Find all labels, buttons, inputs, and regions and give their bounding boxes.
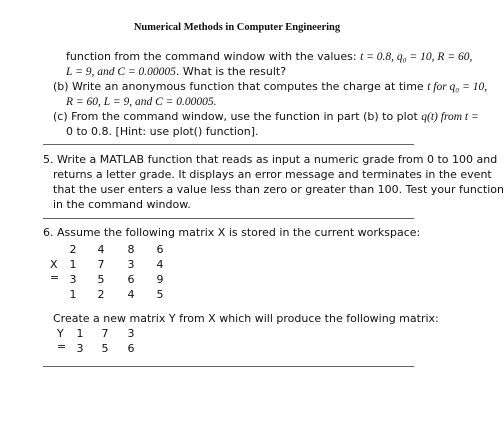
q4-part-b-values: t for q₀ = 10, (427, 81, 488, 93)
matrix-cell: 4 (127, 288, 135, 301)
q4-line-2 (66, 65, 286, 79)
matrix-cell: 4 (156, 258, 164, 271)
matrix-cell: 9 (156, 273, 164, 286)
q4-part-b-line-2-values: R = 60, L = 9, and C = 0.00005. (66, 96, 217, 108)
matrix-y-label: Y = (57, 327, 67, 353)
matrix-x-label: X = (50, 258, 60, 284)
matrix-cell: 3 (127, 327, 135, 340)
matrix-cell: 2 (69, 243, 77, 256)
q4-line-1-text: function from the command window with the values: (66, 50, 361, 63)
matrix-row (0, 288, 200, 302)
q5-line-2: returns a letter grade. It displays an error message and terminates in the event (53, 168, 492, 181)
matrix-cell: 5 (97, 273, 105, 286)
q4-line-2-values: L = 9, and C = 0.00005 (66, 66, 176, 78)
q4-part-b-line-1 (53, 80, 487, 94)
q6-intro: 6. Assume the following matrix X is stored in the current workspace: (43, 226, 421, 239)
q5-line-4: in the command window. (53, 198, 191, 211)
q5-line-1: 5. Write a MATLAB function that reads as input a numeric grade from 0 to 100 and (43, 153, 498, 166)
matrix-cell: 1 (69, 288, 77, 301)
matrix-cell: 3 (127, 258, 135, 271)
q4-part-b-line-2 (66, 95, 217, 109)
divider-rule (43, 366, 414, 367)
matrix-cell: 1 (76, 327, 84, 340)
matrix-cell: 8 (127, 243, 135, 256)
matrix-cell: 4 (97, 243, 105, 256)
matrix-cell: 7 (101, 327, 109, 340)
q4-part-c-line-1 (53, 110, 479, 124)
q4-part-c-values: q(t) from t = (421, 111, 479, 123)
matrix-cell: 6 (127, 342, 135, 355)
matrix-cell: 6 (156, 243, 164, 256)
matrix-row (0, 342, 200, 356)
matrix-cell: 2 (97, 288, 105, 301)
matrix-cell: 7 (97, 258, 105, 271)
matrix-row (0, 273, 200, 287)
q6-create-text: Create a new matrix Y from X which will produce the following matrix: (53, 312, 439, 325)
matrix-cell: 3 (69, 273, 77, 286)
matrix-cell: 5 (101, 342, 109, 355)
matrix-cell: 5 (156, 288, 164, 301)
matrix-row (0, 243, 200, 257)
matrix-row (0, 258, 200, 272)
matrix-row (0, 327, 200, 341)
q5-line-3: that the user enters a value less than zero or greater than 100. Test your function (53, 183, 504, 196)
q4-line-2-text: . What is the result? (175, 65, 287, 78)
q4-part-c-line-2: 0 to 0.8. [Hint: use plot() function]. (66, 125, 259, 138)
q4-line-1 (66, 50, 472, 64)
matrix-cell: 6 (127, 273, 135, 286)
divider-rule (43, 144, 414, 145)
q4-part-b-text: (b) Write an anonymous function that computes the charge at time (53, 80, 428, 93)
divider-rule (43, 218, 414, 219)
matrix-cell: 1 (69, 258, 77, 271)
q4-line-1-values: t = 0.8, q₀ = 10, R = 60, (360, 51, 473, 63)
matrix-cell: 3 (76, 342, 84, 355)
q4-part-c-text: (c) From the command window, use the function in part (b) to plot (53, 110, 422, 123)
page-header-title: Numerical Methods in Computer Engineering (133, 22, 341, 33)
